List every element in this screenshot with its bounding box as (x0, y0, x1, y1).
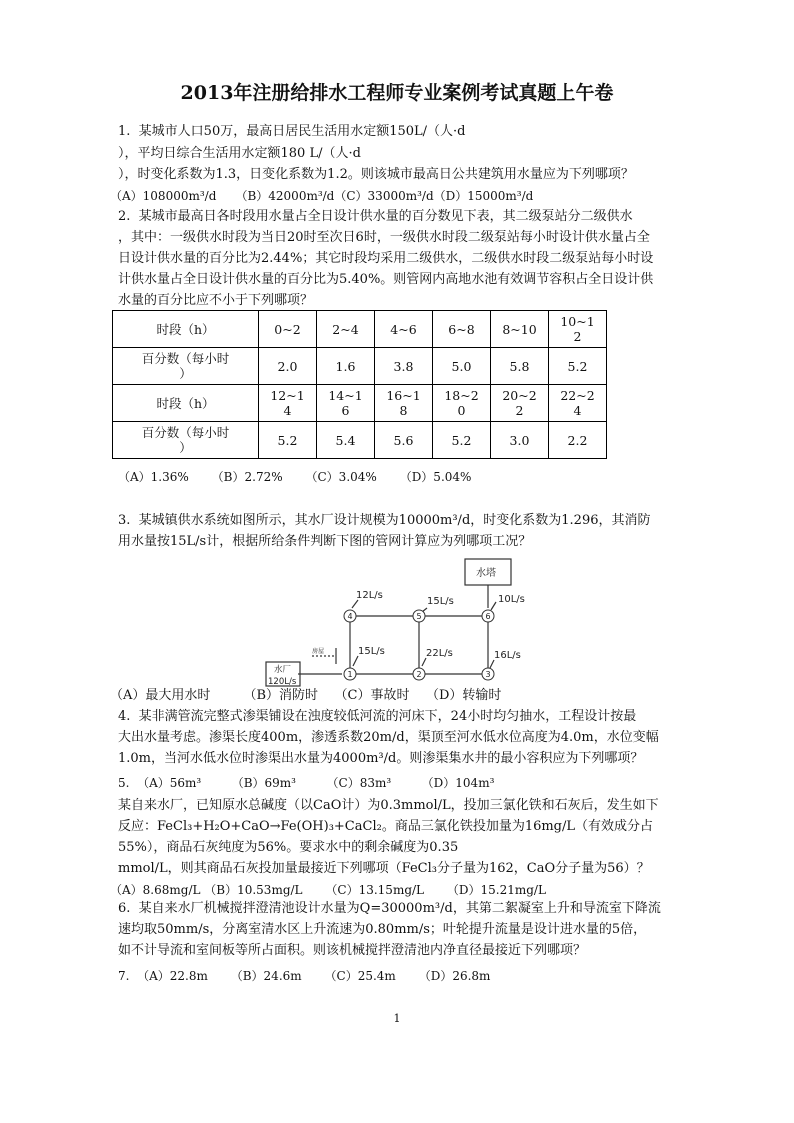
node-3-label: 3 (485, 670, 491, 679)
q4-line3: 1.0m，当河水低水位时渗渠出水量为4000m³/d。则渗渠集水井的最小容积应为下列哪项？ (118, 751, 644, 766)
table-cell: 16~1 8 (375, 385, 433, 422)
q6-line2: 速均取50mm/s，分离室清水区上升流速为0.80mm/s；叶轮提升流量是设计进水量的5倍， (118, 922, 647, 937)
table-cell: 12~1 4 (259, 385, 317, 422)
q3-line1: 3. 某城镇供水系统如图所示，其水厂设计规模为10000m³/d，时变化系数为1.296，其消防 (118, 513, 651, 528)
table-cell: 22~2 4 (549, 385, 607, 422)
table-cell: 5.8 (491, 348, 549, 385)
q5-line4: mmol/L，则其商品石灰投加量最接近下列哪项（FeCl₃分子量为162，CaO分子量为56）？ (118, 861, 650, 876)
table-cell: 百分数（每小时 ） (113, 348, 259, 385)
table-cell: 0~2 (259, 311, 317, 348)
q1-line1: 1. 某城市人口50万，最高日居民生活用水定额150L/（人·d (118, 124, 466, 139)
table-cell: 5.2 (433, 422, 491, 459)
q2-line2: ，其中：一级供水时段为当日20时至次日6时，一级供水时段二级泵站每小时设计供水量占全 (118, 230, 650, 245)
q5-line1: 某自来水厂，已知原水总碱度（以CaO计）为0.3mmol/L，投加三氯化铁和石灰后，发生如下 (118, 798, 659, 813)
node-4-label: 4 (347, 612, 353, 621)
q2-line1: 2. 某城市最高日各时段用水量占全日设计供水量的百分数见下表，其二级泵站分二级供水 (118, 209, 633, 224)
table-cell: 百分数（每小时 ） (113, 422, 259, 459)
table-cell: 6~8 (433, 311, 491, 348)
table-cell: 1.6 (317, 348, 375, 385)
water-tower-label: 水塔 (476, 568, 496, 579)
q3-options: （A）最大用水时 （B）消防时 （C）事故时 （D）转输时 (110, 688, 502, 703)
q6-line1: 6. 某自来水厂机械搅拌澄清池设计水量为Q=30000m³/d，其第二絮凝室上升和导流室下降流 (118, 901, 661, 916)
node-6-label: 6 (485, 612, 491, 621)
table-cell: 14~1 6 (317, 385, 375, 422)
q3-line2: 用水量按15L/s计，根据所给条件判断下图的管网计算应为列哪项工况？ (118, 534, 532, 549)
pipe-network-diagram (262, 556, 532, 688)
table-cell: 2~4 (317, 311, 375, 348)
node-5-demand: 15L/s (427, 596, 454, 607)
table-cell: 时段（h） (113, 385, 259, 422)
q1-line3: ），时变化系数为1.3，日变化系数为1.2。则该城市最高日公共建筑用水量应为下列哪项？ (118, 167, 634, 182)
table-cell: 5.4 (317, 422, 375, 459)
node-1-label: 1 (347, 670, 353, 679)
node-2-demand: 22L/s (426, 648, 453, 659)
table-cell: 20~2 2 (491, 385, 549, 422)
node-4-demand: 12L/s (356, 590, 383, 601)
q6-answer-options: 7. （A）22.8m （B）24.6m （C）25.4m （D）26.8m (118, 969, 491, 983)
table-row (113, 348, 607, 385)
water-plant-label: 水厂 (274, 665, 292, 675)
table-cell: 5.2 (259, 422, 317, 459)
table-cell: 3.8 (375, 348, 433, 385)
page-number: 1 (393, 1012, 401, 1025)
page-title: 2013年注册给排水工程师专业案例考试真题上午卷 (180, 82, 614, 104)
table-cell: 3.0 (491, 422, 549, 459)
node-2-label: 2 (416, 670, 422, 679)
node-5-label: 5 (416, 612, 422, 621)
node-3-demand: 16L/s (494, 650, 521, 661)
q2-options: （A）1.36% （B）2.72% （C）3.04% （D）5.04% (118, 470, 472, 484)
table-cell: 8~10 (491, 311, 549, 348)
q1-options: （A）108000m³/d （B）42000m³/d（C）33000m³/d（D）15000m³/d (110, 189, 534, 203)
node-1-demand: 15L/s (358, 646, 385, 657)
small-label: 房屋 (312, 648, 325, 655)
q5-options: （A）8.68mg/L （B）10.53mg/L （C）13.15mg/L （D）15.21mg/L (110, 883, 546, 897)
water-plant-flow: 120L/s (268, 677, 297, 687)
table-cell: 4~6 (375, 311, 433, 348)
q5-line2: 反应：FeCl₃+H₂O+CaO→Fe(OH)₃+CaCl₂。商品三氯化铁投加量为16mg/L（有效成分占 (118, 819, 654, 834)
table-row (113, 385, 607, 422)
q1-line2: ），平均日综合生活用水定额180 L/（人·d (118, 146, 361, 161)
q2-line4: 计供水量占全日设计供水量的百分比为5.40%。则管网内高地水池有效调节容积占全日设计供 (118, 272, 654, 287)
node-6-demand: 10L/s (498, 594, 525, 605)
q4-answer-options: 5. （A）56m³ （B）69m³ （C）83m³ （D）104m³ (118, 776, 495, 790)
table-cell: 5.6 (375, 422, 433, 459)
table-cell: 5.0 (433, 348, 491, 385)
table-cell: 5.2 (549, 348, 607, 385)
table-cell: 10~1 2 (549, 311, 607, 348)
table-cell: 18~2 0 (433, 385, 491, 422)
q2-line3: 日设计供水量的百分比为2.44%；其它时段均采用二级供水，二级供水时段二级泵站每小时设 (118, 251, 654, 266)
q4-line2: 大出水量考虑。渗渠长度400m，渗透系数20m/d，渠顶至河水低水位高度为4.0m，水位变幅 (118, 730, 659, 745)
table-row (113, 311, 607, 348)
q2-data-table (112, 310, 607, 459)
q4-line1: 4. 某非满管流完整式渗渠铺设在浊度较低河流的河床下，24小时均匀抽水，工程设计按最 (118, 709, 637, 724)
table-cell: 2.0 (259, 348, 317, 385)
table-cell: 2.2 (549, 422, 607, 459)
q5-line3: 55%），商品石灰纯度为56%。要求水中的剩余碱度为0.35 (118, 840, 459, 855)
q6-line3: 如不计导流和室间板等所占面积。则该机械搅拌澄清池内净直径最接近下列哪项？ (118, 943, 587, 958)
q2-line5: 水量的百分比应不小于下列哪项？ (118, 293, 314, 308)
table-cell: 时段（h） (113, 311, 259, 348)
table-row (113, 422, 607, 459)
